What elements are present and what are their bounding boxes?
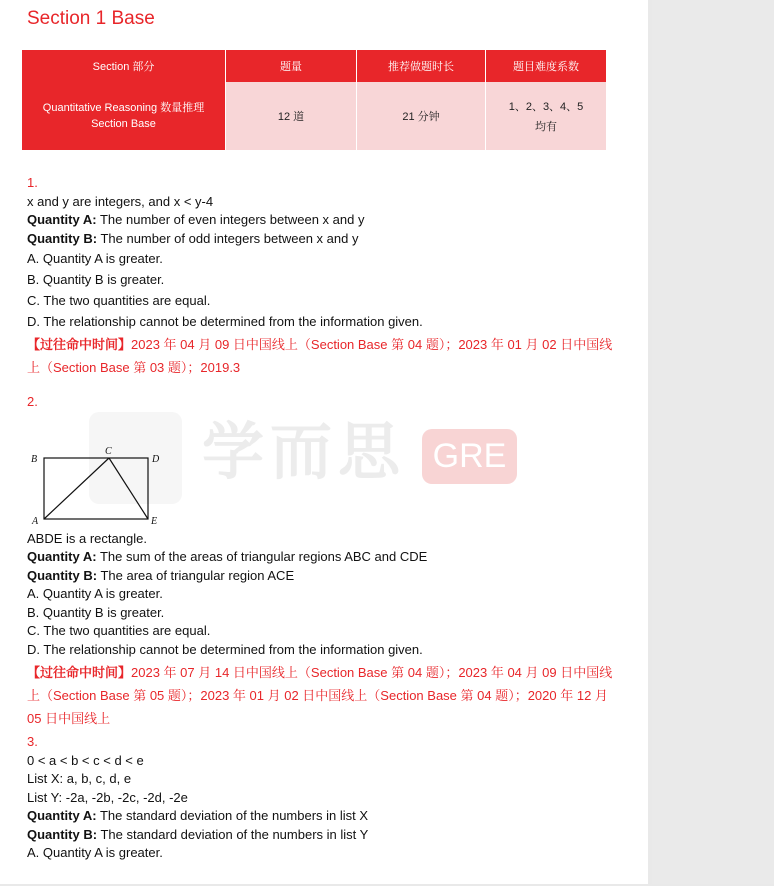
option-a: A. Quantity A is greater.: [27, 251, 163, 266]
history-note: [27, 333, 617, 379]
label-d: D: [152, 453, 160, 465]
quantity-a-text: The number of even integers between x and y: [99, 212, 365, 227]
table-row: [22, 82, 606, 150]
question-3: [27, 733, 617, 863]
quantity-b-text: The number of odd integers between x and y: [100, 230, 359, 246]
rectangle-diagram: [27, 412, 167, 524]
option-a: A. Quantity A is greater.: [27, 845, 163, 860]
history-label: 【过往命中时间】: [27, 665, 132, 680]
section-sub: Section Base: [91, 118, 156, 130]
label-a: A: [32, 515, 39, 524]
label-b: B: [31, 453, 38, 465]
quantity-b-label: Quantity B:: [27, 230, 98, 246]
page-thumbnail-sidebar[interactable]: [652, 0, 774, 884]
segment-ce: [109, 458, 148, 519]
list-x: List X: a, b, c, d, e: [27, 771, 132, 786]
history-text: 2023 年 07 月 14 日中国线上（Section Base 第 04 题）；2023 年 04 月 09 日中国线上（Section Base 第 05 题）；2023 年 01 月 02 日中国线上（Section Base 第 04 题）；2020 年 12 月 05 日中国线上: [27, 665, 613, 726]
rectangle-abde: [44, 458, 148, 519]
difficulty-levels: 1、2、3、4、5: [508, 101, 584, 113]
list-y: List Y: -2a, -2b, -2c, -2d, -2e: [27, 789, 188, 805]
quantity-a-label: Quantity A:: [27, 549, 97, 564]
option-a: A. Quantity A is greater.: [27, 586, 163, 601]
quantity-a-label: Quantity A:: [27, 808, 97, 823]
question-stem: ABDE is a rectangle.: [27, 530, 147, 546]
quantity-b-label: Quantity B:: [27, 826, 98, 842]
question-1: [27, 174, 617, 379]
quantity-b: [27, 230, 617, 249]
difficulty-note: 均有: [535, 121, 557, 133]
table-cell-count: 12 道: [226, 82, 357, 150]
rectangle-figure: [27, 412, 627, 524]
table-header-count: 题量: [226, 50, 357, 82]
segment-ac: [44, 458, 109, 519]
watermark-badge: GRE: [422, 429, 517, 484]
watermark-text: 学而思: [202, 417, 407, 487]
quantity-a: [27, 211, 617, 230]
quantity-b: [27, 567, 617, 586]
question-stem: 0 < a < b < c < d < e: [27, 752, 144, 768]
history-text: 2023 年 04 月 09 日中国线上（Section Base 第 04 题）；2023 年 01 月 02 日中国线上（Section Base 第 03 题）；2019.3: [27, 337, 613, 375]
question-stem: x and y are integers, and x < y-4: [27, 193, 214, 209]
section-title: Section 1 Base: [27, 8, 155, 29]
option-b: B. Quantity B is greater.: [27, 271, 165, 287]
table-header-difficulty: 题目难度系数: [486, 50, 607, 82]
table-header-section: Section 部分: [22, 50, 226, 82]
table-cell-time: 21 分钟: [357, 82, 486, 150]
label-c: C: [105, 445, 112, 457]
question-2: [27, 393, 617, 730]
option-c: C. The two quantities are equal.: [27, 293, 211, 308]
quantity-b-text: The area of triangular region ACE: [100, 567, 295, 583]
question-number: 1.: [27, 175, 38, 190]
quantity-a: [27, 548, 617, 567]
table-header-time: 推荐做题时长: [357, 50, 486, 82]
quantity-a-text: The sum of the areas of triangular regions ABC and CDE: [99, 549, 428, 564]
quantity-b: [27, 826, 617, 845]
table-cell-section: [22, 82, 226, 150]
quantity-a-label: Quantity A:: [27, 212, 97, 227]
table-header-row: [22, 50, 606, 82]
quantity-b-label: Quantity B:: [27, 567, 98, 583]
section-info-table: [22, 50, 606, 150]
option-b: B. Quantity B is greater.: [27, 604, 165, 620]
quantity-a: [27, 807, 617, 826]
history-label: 【过往命中时间】: [27, 337, 132, 352]
quantity-b-text: The standard deviation of the numbers in list Y: [100, 826, 369, 842]
label-e: E: [151, 515, 158, 524]
question-number: 3.: [27, 734, 38, 749]
history-note: [27, 661, 617, 730]
option-d: D. The relationship cannot be determined from the information given.: [27, 641, 423, 657]
section-name: Quantitative Reasoning 数量推理: [42, 102, 205, 114]
quantity-a-text: The standard deviation of the numbers in list X: [99, 808, 369, 823]
option-d: D. The relationship cannot be determined from the information given.: [27, 313, 423, 329]
table-cell-difficulty: [486, 82, 607, 150]
question-number: 2.: [27, 394, 38, 409]
option-c: C. The two quantities are equal.: [27, 623, 211, 638]
